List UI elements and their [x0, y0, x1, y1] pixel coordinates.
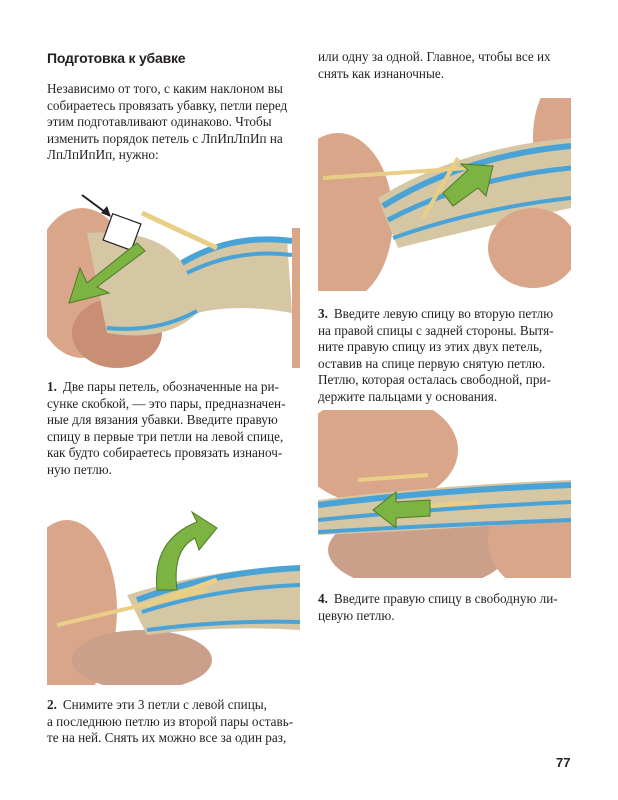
intro-line: собираетесь провязать убавку, петли перед: [47, 97, 288, 113]
step-4-number: 4.: [318, 591, 328, 606]
step-line: ные для вязания убавки. Введите правую: [47, 412, 278, 427]
step-2-photo: [47, 510, 300, 685]
page-number: 77: [556, 755, 571, 770]
step-3-number: 3.: [318, 306, 328, 321]
intro-line: этим подготавливают одинаково. Чтобы: [47, 114, 272, 129]
step-line: Введите левую спицу во вторую петлю: [333, 306, 554, 321]
step-line: на правой спицы с задней стороны. Вытя-: [318, 322, 554, 338]
step-2-number: 2.: [47, 697, 57, 712]
intro-line: изменить порядок петель с ЛпИпЛпИп на: [47, 130, 283, 146]
continuation-line: снять как изнаночные.: [318, 65, 445, 81]
step-3-text: [318, 306, 578, 405]
step-2-text: [47, 697, 302, 747]
intro-paragraph: [47, 81, 302, 164]
step-4-photo: [318, 410, 571, 578]
step-line: ните правую спицу из этих двух петель,: [318, 339, 543, 354]
step-line: цевую петлю.: [318, 607, 395, 623]
continuation-line: или одну за одной. Главное, чтобы все их: [318, 49, 551, 64]
step-line: Две пары петель, обозначенные на ри-: [62, 379, 279, 394]
step-line: Введите правую спицу в свободную ли-: [333, 591, 558, 606]
step-line: те на ней. Снять их можно все за один раз,: [47, 730, 287, 745]
continuation-text: [318, 49, 578, 82]
step-line: держите пальцами у основания.: [318, 388, 498, 404]
step-1-number: 1.: [47, 379, 57, 394]
step-3-photo: [318, 98, 571, 291]
step-line: спицу в первые три петли на левой спице,: [47, 428, 284, 444]
intro-line: Независимо от того, с каким наклоном вы: [47, 81, 283, 96]
section-heading: Подготовка к убавке: [47, 50, 186, 66]
step-line: сунке скобкой, — это пары, предназначен-: [47, 395, 286, 411]
step-4-text: [318, 591, 578, 624]
step-line: а последнюю петлю из второй пары оставь-: [47, 713, 294, 729]
intro-line: ЛпЛпИпИп, нужно:: [47, 147, 159, 162]
step-1-text: [47, 379, 302, 478]
step-line: ную петлю.: [47, 461, 112, 477]
step-line: как будто собираетесь провязать изнаноч-: [47, 445, 283, 460]
step-line: оставив на спице первую снятую петлю.: [318, 355, 546, 371]
step-line: Снимите эти 3 петли с левой спицы,: [62, 697, 267, 712]
step-line: Петлю, которая осталась свободной, при-: [318, 372, 551, 387]
step-1-photo: [47, 193, 300, 368]
